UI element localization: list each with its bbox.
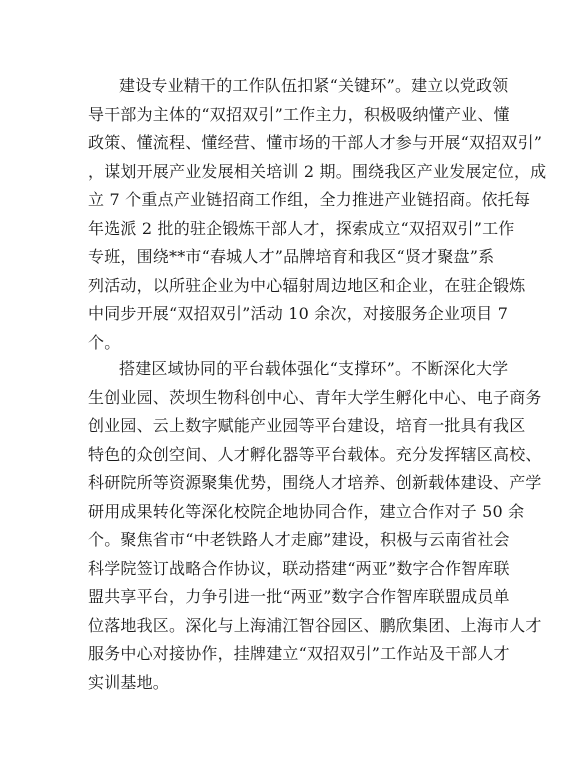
paragraph-line: ，谋划开展产业发展相关培训 2 期。围绕我区产业发展定位，成: [88, 161, 547, 181]
paragraph-line: 个。聚焦省市“中老铁路人才走廊”建设，积极与云南省社会: [88, 530, 510, 549]
paragraph-line: 创业园、云上数字赋能产业园等平台建设，培育一批具有我区: [88, 416, 526, 435]
paragraph-line: 科学院签订战略合作协议，联动搭建“两亚”数字合作智库联: [88, 558, 510, 578]
paragraph-line: 科研院所等资源聚集优势，围绕人才培养、创新载体建设、产学: [88, 473, 542, 492]
paragraph-line: 生创业园、茨坝生物科创中心、青年大学生孵化中心、电子商务: [88, 387, 542, 407]
paragraph-line: 盟共享平台，力争引进一批“两亚”数字合作智库联盟成员单: [88, 587, 510, 606]
paragraph-line: 建设专业精干的工作队伍扣紧“关键环”。建立以党政领: [119, 76, 509, 95]
paragraph-line: 实训基地。: [88, 672, 170, 692]
paragraph-talent-team: [88, 72, 547, 357]
paragraph-line: 中同步开展“双招双引”活动 10 余次，对接服务企业项目 7: [88, 304, 509, 323]
paragraph-line: 专班，围绕**市“春城人才”品牌培育和我区“贤才聚盘”系: [88, 247, 495, 266]
paragraph-line: 搭建区域协同的平台载体强化“支撑环”。不断深化大学: [119, 359, 509, 378]
paragraph-line: 年选派 2 批的驻企锻炼干部人才，探索成立“双招双引”工作: [88, 218, 515, 238]
paragraph-line: 特色的众创空间、人才孵化器等平台载体。充分发挥辖区高校、: [88, 444, 542, 464]
paragraph-line: 个。: [88, 332, 121, 352]
paragraph-line: 位落地我区。深化与上海浦江智谷园区、鹏欣集团、上海市人才: [88, 615, 542, 635]
paragraph-line: 研用成果转化等深化校院企地协同合作，建立合作对子 50 余: [88, 501, 525, 521]
paragraph-line: 服务中心对接协作，挂牌建立“双招双引”工作站及干部人才: [88, 644, 510, 663]
paragraph-platform-carriers: [88, 355, 542, 697]
paragraph-line: 列活动，以所驻企业为中心辐射周边地区和企业，在驻企锻炼: [88, 275, 526, 295]
paragraph-line: 政策、懂流程、懂经营、懂市场的干部人才参与开展“双招双引”: [88, 133, 543, 152]
paragraph-line: 导干部为主体的“双招双引”工作主力，积极吸纳懂产业、懂: [88, 104, 510, 124]
paragraph-line: 立 7 个重点产业链招商工作组，全力推进产业链招商。依托每: [88, 190, 531, 209]
